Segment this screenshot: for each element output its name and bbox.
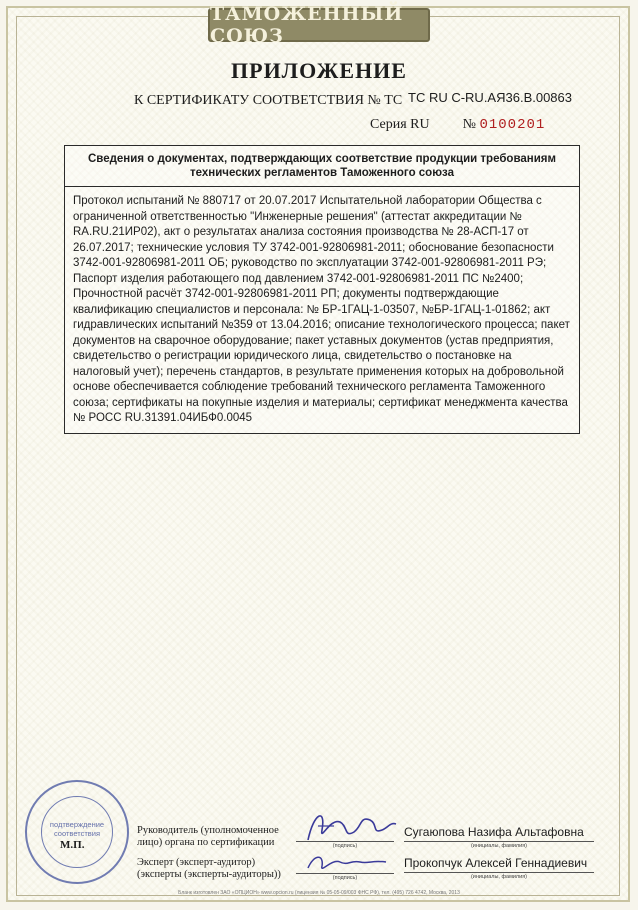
documents-table [64, 145, 580, 434]
documents-text: Протокол испытаний № 880717 от 20.07.2017 Испытательной лаборатории Общества с ограниченной ответственностью "Инженерные решения" (аттестат аккредитации № RA.RU.21ИР02), акт о результатах анализа состояния производства № 28-АСП-17 от 26.07.2017; технические условия ТУ 3742-001-92806981-2011; обоснование безопасности 3742-001-92806981-2011 ОБ; руководство по эксплуатации 3742-001-92806981-2011 РЭ; Паспорт изделия работающего под давлением 3742-001-92806981-2011 ПС №2400; Прочностной расчёт 3742-001-92806981-2011 РП; документы подтверждающие квалификацию специалистов и персонала: № БР-1ГАЦ-1-03507, №БР-1ГАЦ-1-01862; акт гидравлических испытаний №359 от 13.04.2016; описание технологического процесса; пакет документов на сварочное оборудование; пакет уставных документов (устав предприятия, свидетельство о регистрации юридического лица, свидетельство о постановке на налоговый учет); перечень стандартов, в результате применения которых на добровольной основе обеспечивается соблюдение требований технического регламента Таможенного союза; сертификаты на покупные изделия и материалы; сертификат менеджмента качества № РОСС RU.31391.04ИБФ0.0045 [73, 195, 570, 424]
certificate-number: TC RU C-RU.АЯ36.В.00863 [408, 90, 572, 105]
seal-text: подтверждение соответствия [49, 820, 105, 838]
expert-role-line-1: Эксперт (эксперт-аудитор) [137, 857, 256, 868]
expert-name-caption: (инициалы, фамилия) [470, 874, 528, 880]
series-value: RU [410, 117, 430, 132]
certification-seal [25, 780, 129, 884]
customs-union-banner: ТАМОЖЕННЫЙ СОЮЗ [208, 8, 430, 42]
expert-name: Прокопчук Алексей Геннадиевич [404, 856, 588, 870]
series-line [370, 117, 545, 133]
head-name-line [404, 841, 594, 842]
series-label: Серия [370, 117, 407, 132]
expert-signature-caption: (подпись) [332, 875, 358, 881]
head-name: Сугаюпова Назифа Альтафовна [404, 825, 584, 839]
expert-name-line [404, 872, 594, 873]
page-title: ПРИЛОЖЕНИЕ [231, 58, 407, 83]
head-name-caption: (инициалы, фамилия) [470, 843, 528, 849]
certificate-label: К СЕРТИФИКАТУ СООТВЕТСТВИЯ № ТС [134, 93, 403, 108]
series-number: 0100201 [479, 117, 546, 133]
head-role-line-2: лицо) органа по сертификации [137, 837, 275, 848]
expert-role-line-2: (эксперты (эксперты-аудиторы)) [137, 869, 281, 880]
head-signature-caption: (подпись) [332, 843, 358, 849]
series-number-label: № [462, 117, 476, 132]
stamp-place-label: М.П. [60, 839, 85, 851]
form-footer: Бланк изготовлен ЗАО «ОПЦИОН» www.opcion.ru (лицензия № 05-05-09/003 ФНС РФ), тел. (495) 726 4742, Москва, 2013 [178, 890, 460, 896]
head-role-line-1: Руководитель (уполномоченное [137, 825, 279, 836]
documents-heading: Сведения о документах, подтверждающих соответствие продукции требованиям технических регламентов Таможенного союза [65, 146, 579, 187]
